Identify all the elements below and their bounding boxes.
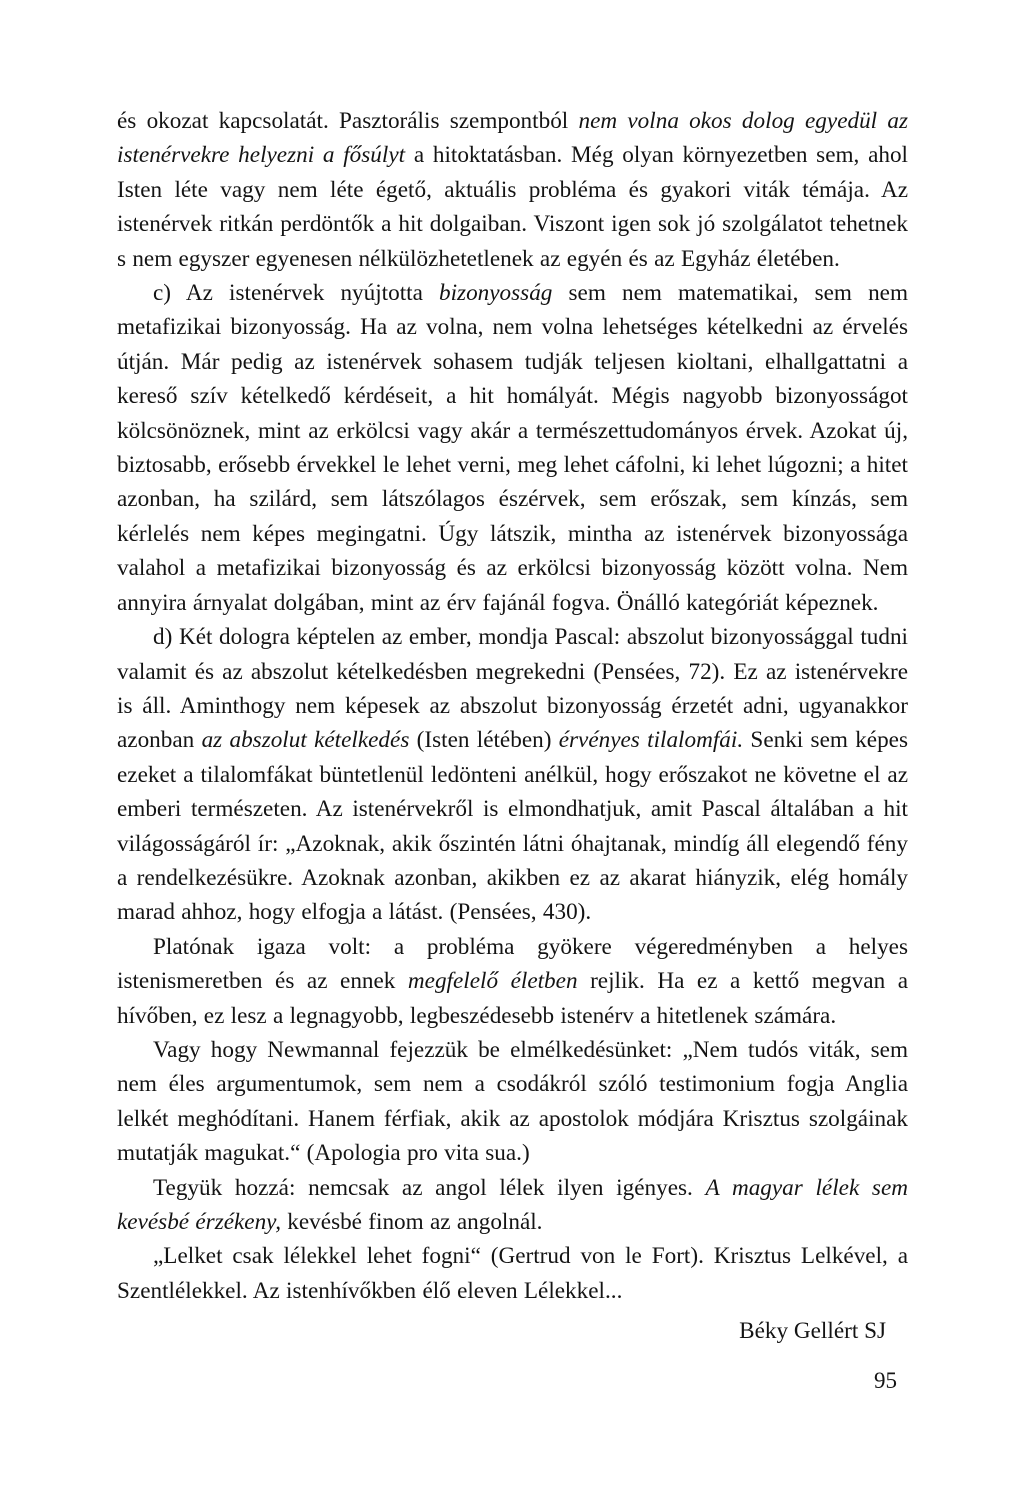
paragraph-1 xyxy=(117,104,908,276)
paragraph-6-emphasis: A magyar lélek sem kevésbé érzékeny, xyxy=(117,1174,908,1235)
paragraph-3-text-c: (Isten létében) xyxy=(409,727,559,754)
paragraph-2-text-a: c) Az istenérvek nyújtotta xyxy=(153,280,440,307)
paragraph-4 xyxy=(117,930,908,1033)
paragraph-2-emphasis: bizonyosság xyxy=(439,280,553,307)
author-signature: Béky Gellért SJ xyxy=(739,1318,886,1345)
paragraph-6 xyxy=(117,1171,908,1240)
paragraph-1-text-a: és okozat kapcsolatát. Pasztorális szempontból xyxy=(117,108,579,134)
paragraph-3-text-a: d) Két dologra képtelen az ember, mondja Pascal: abszolut bizonyossággal tudni valamit és az abszolut kételkedésben megrekedni (Pensées, 72). Ez az istenérvekre is áll. Aminthogy nem képesek az abszolut bizonyosság érzetét adni, ugyanakkor azonban xyxy=(117,624,908,754)
paragraph-5: Vagy hogy Newmannal fejezzük be elmélkedésünket: „Nem tudós viták, sem nem éles argumentumok, sem nem a csodákról szóló testimonium fogja Anglia lelkét meghódítani. Hanem férfiak, akik az apostolok módjára Krisztus szolgáinak mutatják magukat.“ (Apologia pro vita sua.) xyxy=(117,1036,908,1167)
paragraph-3 xyxy=(117,620,908,930)
paragraph-4-emphasis: megfelelő életben xyxy=(407,968,578,995)
paragraph-2-text-c: sem nem matematikai, sem nem metafizikai bizonyosság. Ha az volna, nem volna lehetséges kételkedni az érvelés útján. Már pedig az istenérvek sohasem tudják teljesen kioltani, elhallgattatni a kereső szív kételkedő kérdéseit, a hit homályát. Mégis nagyobb bizonyosságot kölcsönöznek, mint az erkölcsi vagy akár a természettudományos érvek. Azokat új, biztosabb, erősebb érvekkel le lehet verni, meg lehet cáfolni, ki lehet lúgozni; a hitet azonban, ha szilárd, sem látszólagos észérvek, sem erőszak, sem kínzás, sem kérlelés nem képes megingatni. Úgy látszik, mintha az istenérvek bizonyossága valahol a metafizikai bizonyosság és az erkölcsi bizonyosság között volna. Nem annyira árnyalat dolgában, mint az érv fajánál fogva. Önálló kategóriát képeznek. xyxy=(117,280,908,616)
article-body xyxy=(117,104,908,1349)
paragraph-3-emphasis-2: érvényes tilalomfái. xyxy=(558,727,744,754)
paragraph-4-text-c: rejlik. Ha ez a kettő megvan a hívőben, ez lesz a legnagyobb, legbeszédesebb istenérv a hitetlenek számára. xyxy=(117,968,908,1029)
paragraph-3-text-e: Senki sem képes ezeket a tilalomfákat büntetlenül ledönteni anélkül, hogy erőszakot ne követne el az emberi természeten. Az istenérvekről is elmondhatjuk, amit Pascal általában a hit világosságáról ír: „Azoknak, akik őszintén látni óhajtanak, mindíg áll elegendő fény a rendelkezésükre. Azoknak azonban, akikben ez az akarat hiányzik, elég homály marad ahhoz, hogy elfogja a látást. (Pensées, 430). xyxy=(117,727,908,926)
paragraph-1-emphasis: nem volna okos dolog egyedül az istenérvekre helyezni a fősúlyt xyxy=(117,108,908,169)
paragraph-1-text-c: a hitoktatásban. Még olyan környezetben sem, ahol Isten léte vagy nem léte égető, aktuális probléma és gyakori viták témája. Az istenérvek ritkán perdöntők a hit dolgaiban. Viszont igen sok jó szolgálatot tehetnek s nem egyszer egyenesen nélkülözhetetlenek az egyén és az Egyház életében. xyxy=(117,142,908,272)
paragraph-6-text-a: Tegyük hozzá: nemcsak az angol lélek ilyen igényes. xyxy=(153,1174,706,1201)
paragraph-6-text-c: kevésbé finom az angolnál. xyxy=(281,1209,543,1235)
page-number: 95 xyxy=(874,1368,897,1393)
paragraph-4-text-a: Platónak igaza volt: a probléma gyökere végeredményben a helyes istenismeretben és az ennek xyxy=(117,933,908,995)
paragraph-2 xyxy=(117,276,908,620)
paragraph-7: „Lelket csak lélekkel lehet fogni“ (Gertrud von le Fort). Krisztus Lelkével, a Szentlélekkel. Az istenhívőkben élő eleven Lélekkel... xyxy=(117,1243,908,1304)
paragraph-3-emphasis-1: az abszolut kételkedés xyxy=(201,727,410,754)
